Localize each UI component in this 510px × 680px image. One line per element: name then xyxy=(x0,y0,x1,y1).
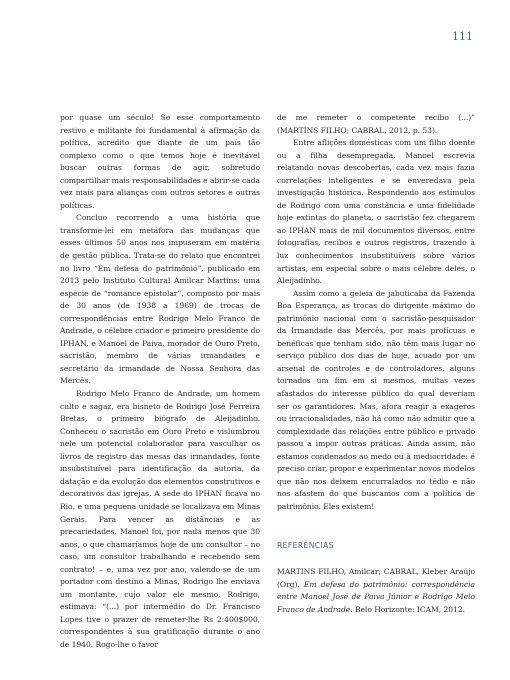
reference-publisher: . Belo Horizonte: ICAM, 2012. xyxy=(350,604,465,614)
paragraph: Rodrigo Melo Franco de Andrade, um homem culto e sagaz, era bisneto de Rodrigo José Ferreira Bretas, o primeiro biógrafo de Aleijadinho. Conheceu o sacristão em Ouro Preto e vislumbrou nele um potencial colaborador para vasculhar os livros de registro das mesas das irmandades, fonte insubstituível para identificação da autoria, da datação e da evolução dos elementos construtivos e decorativos das igrejas. A sede do IPHAN ficava no Rio, e uma pequena unidade se localizava em Minas Gerais. Para vencer as distâncias e as precariedades, Manoel foi, por nada menos que 30 anos, o que chamaríamos hoje de um consultor – no caso, um consultor trabalhando e recebendo sem contrato! – e, uma vez por ano, valendo-se de um portador com destino a Minas, Rodrigo lhe enviava um montante, cujo valor ele mesmo, Rodrigo, estimava: “(...) por intermédio do Dr. Francisco Lopes tive o prazer de remeter-lhe Rs 2:400$000, correspondentes à sua gratificação durante o ano de 1940. Rogo-lhe o favor xyxy=(60,389,260,649)
left-column xyxy=(60,112,260,652)
paragraph: por quase um século! Se esse comportamento restivo e militante foi fundamental à afirmação da política, acredito que diante de um país tão complexo como o que temos hoje é inevitável buscar outras formas de agir, sobretudo compartilhar mais responsabilidades e abrir-se cada vez mais para alianças com outros setores e outras políticas. xyxy=(60,113,260,210)
paragraph: Concluo recorrendo a uma história que transforme-lei em metáfora das mudanças que esses últimos 50 anos nos impuseram em matéria de gestão pública. Trata-se do relato que encontrei no livro “Em defesa do patrimônio”, publicado em 2013 pelo Instituto Cultural Amilcar Martins: uma espécie de “romance epistolar”, composto por mais de 30 anos (de 1938 a 1969) de trocas de correspondências entre Rodrigo Melo Franco de Andrade, o célebre criador e primeiro presidente do IPHAN, e Manoel de Paiva, morador de Ouro Preto, sacristão, membro de várias irmandades e secretário da irmandade de Nossa Senhora das Mercês. xyxy=(60,213,260,386)
page-number: 111 xyxy=(452,30,473,43)
paragraph: Entre aflições domésticas com um filho doente ou a filha desempregada, Manoel escrevia relatando novas descobertas, cada vez mais fazia correlações inteligentes e se enveredava pela investigação histórica. Respondendo aos estímulos de Rodrigo com uma constância e uma fidelidade hoje extintas do planeta, o sacristão fez chegarem ao IPHAN mais de mil documentos diversos, entre fotografias, recibos e outros registros, trazendo à luz conhecimentos insubstituíveis sobre vários artistas, em especial sobre o mais célebre deles, o Aleijadinho. xyxy=(277,138,475,286)
reference-authors: MARTINS FILHO, Amilcar; CABRAL, Kleber Araújo (Org). xyxy=(277,567,475,589)
right-column xyxy=(277,112,475,616)
paragraph: Assim como a geleia de jabuticaba da Fazenda Boa Esperança, as trocas do dirigente máximo do patrimônio nacional com o sacristão-pesquisador da Irmandade das Mercês, por mais profícuas e benéficas que tenham sido, não têm mais lugar no serviço público dos dias de hoje, acuado por um arsenal de controles e de controladores, alguns tornados um fim em si mesmos, muitas vezes afastados do interesse público do qual deveriam ser os garantidores. Mas, afora reagir a exageros ou irracionalidades, não há como não admitir que a complexidade das relações entre público e privado passou a impor outras práticas. Ainda assim, não estamos condenados ao medo ou à mediocridade: é preciso criar, propor e experimentar novos modelos que não nos deixem encurralados no tédio e não nos afastem do que buscamos com a política de patrimônio. Eles existem! xyxy=(277,288,475,511)
paragraph: de me remeter o competente recibo (...)” (MARTINS FILHO; CABRAL, 2012, p. 53). xyxy=(277,113,475,135)
references-heading: REFERÊNCIAS xyxy=(277,540,334,550)
reference-title: Em defesa do patrimônio: correspondência entre Manoel José de Paiva Júnior e Rodrigo Melo Franco de Andrade xyxy=(277,579,475,614)
reference-entry xyxy=(277,566,475,616)
